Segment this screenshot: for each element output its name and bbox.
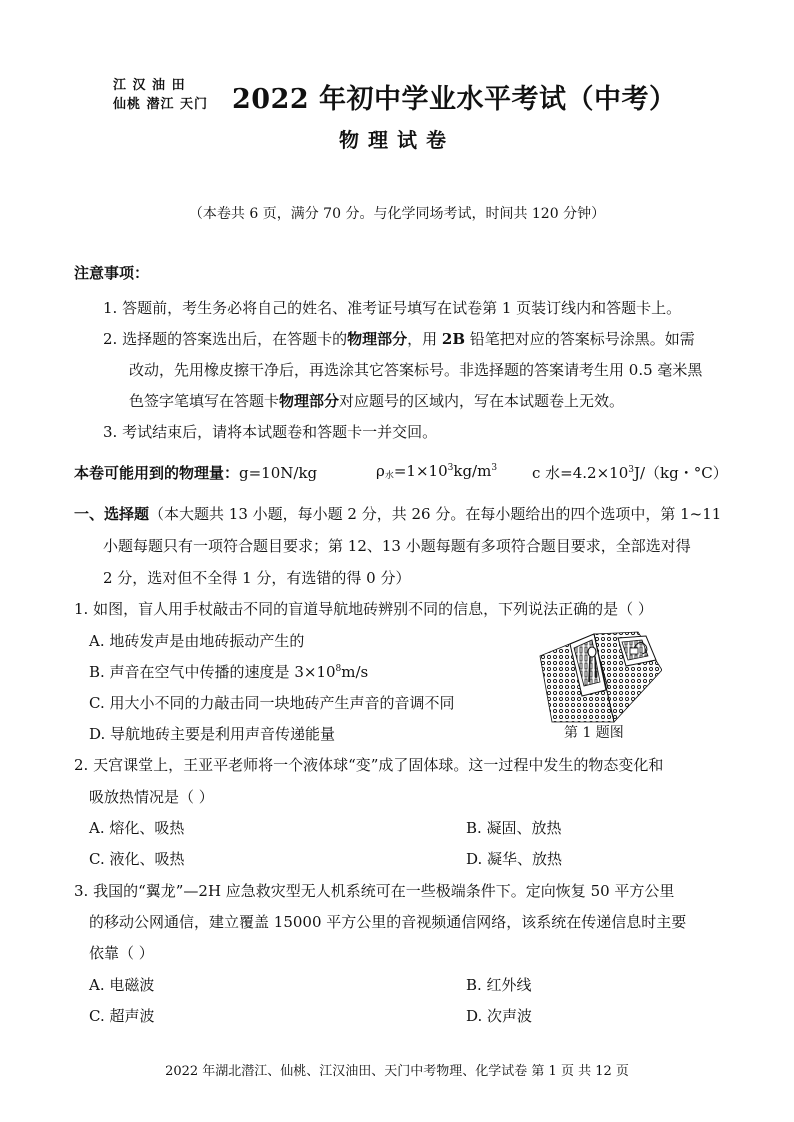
question-2-option-d: D. 凝华、放热 — [466, 850, 563, 868]
constant-rho: $\rho_水=1\times 10^3kg/m^3$ — [376, 462, 498, 481]
question-2-option-c: C. 液化、吸热 — [89, 850, 185, 868]
section-1-title: 一、选择题 — [74, 505, 150, 523]
note-item-2-line-3: 色签字笔填写在答题卡物理部分对应题号的区域内，写在本试题卷上无效。 — [129, 392, 625, 410]
question-2-option-a: A. 熔化、吸热 — [89, 819, 185, 837]
question-2-stem-line-1: 2. 天宫课堂上，王亚平老师将一个液体球“变”成了固体球。这一过程中发生的物态变化和 — [74, 756, 664, 774]
page-footer: 2022 年湖北潜江、仙桃、江汉油田、天门中考物理、化学试卷 第 1 页 共 12 页 — [165, 1064, 629, 1079]
section-1-line-2: 小题每题只有一项符合题目要求；第 12、13 小题每题有多项符合题目要求，全部选对得 — [103, 537, 691, 555]
constant-g: g=10N/kg — [239, 464, 318, 482]
question-3-option-c: C. 超声波 — [89, 1007, 155, 1025]
question-3-stem-line-3: 依靠（ ） — [89, 944, 154, 962]
question-1-option-b: B. 声音在空气中传播的速度是 $3\times 10^8m/s$ — [89, 663, 369, 681]
question-3-option-b: B. 红外线 — [466, 976, 532, 994]
question-1-stem: 1. 如图，盲人用手杖敲击不同的盲道导航地砖辨别不同的信息，下列说法正确的是（ ） — [74, 600, 653, 618]
note-item-2-line-1: 2. 选择题的答案选出后，在答题卡的物理部分，用 2B 铅笔把对应的答案标号涂黑。如需 — [103, 330, 695, 348]
note-item-2-line-2: 改动，先用橡皮擦干净后，再选涂其它答案标号。非选择题的答案请考生用 0.5 毫米黑 — [129, 361, 703, 379]
constants-line — [74, 462, 317, 483]
note-item-1: 1. 答题前，考生务必将自己的姓名、准考证号填写在试卷第 1 页装订线内和答题卡上。 — [103, 299, 682, 317]
city-line-1: 江 汉 油 田 — [113, 78, 186, 93]
question-3-option-a: A. 电磁波 — [89, 976, 155, 994]
question-3-stem-line-1: 3. 我国的“翼龙”—2H 应急救灾型无人机系统可在一些极端条件下。定向恢复 50 平方公里 — [74, 882, 675, 900]
question-3-option-d: D. 次声波 — [466, 1007, 533, 1025]
constants-label: 本卷可能用到的物理量： — [74, 464, 240, 482]
exam-title: 2022 年初中学业水平考试（中考） — [232, 84, 677, 115]
note-item-3: 3. 考试结束后，请将本试题卷和答题卡一并交回。 — [103, 423, 438, 441]
city-list — [113, 76, 221, 114]
section-1-line-1: 一、选择题（本大题共 13 小题，每小题 2 分，共 26 分。在每小题给出的四个选项中，第 1~11 — [74, 505, 722, 523]
question-3-stem-line-2: 的移动公网通信，建立覆盖 15000 平方公里的音视频通信网络，该系统在传递信息时主要 — [89, 913, 687, 931]
subject-title: 物理试卷 — [339, 128, 455, 152]
blind-path-figure — [534, 630, 662, 724]
question-1-option-c: C. 用大小不同的力敲击同一块地砖产生声音的音调不同 — [89, 694, 455, 712]
question-1-option-a: A. 地砖发声是由地砖振动产生的 — [89, 632, 305, 650]
question-2-stem-line-2: 吸放热情况是（ ） — [89, 788, 214, 806]
exam-info: （本卷共 6 页，满分 70 分。与化学同场考试，时间共 120 分钟） — [188, 206, 606, 222]
figure-1-caption: 第 1 题图 — [564, 725, 624, 741]
section-1-line-3: 2 分，选对但不全得 1 分，有选错的得 0 分） — [103, 569, 411, 587]
question-1-option-d: D. 导航地砖主要是利用声音传递能量 — [89, 725, 336, 743]
constant-c: c 水$=4.2\times 10^3J/(kg$・°C） — [532, 464, 728, 482]
notes-heading: 注意事项： — [74, 264, 150, 282]
city-line-2: 仙桃 潜江 天门 — [113, 97, 209, 112]
question-2-option-b: B. 凝固、放热 — [466, 819, 562, 837]
